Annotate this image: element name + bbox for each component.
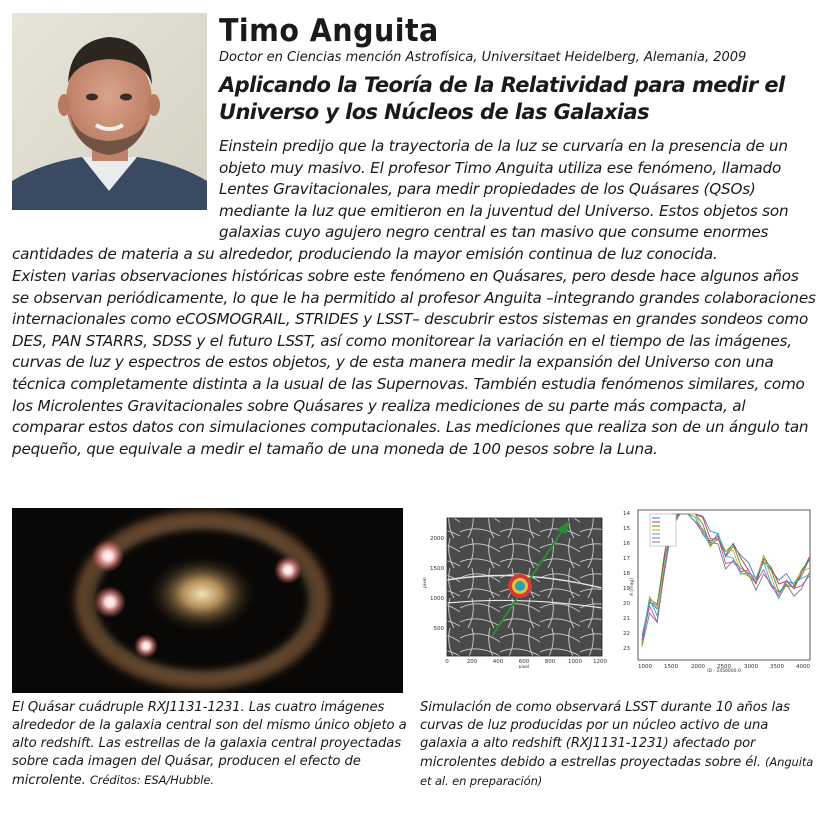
curves-xtick-4: 3000 bbox=[744, 664, 758, 670]
simulation-svg bbox=[420, 508, 615, 668]
article-intro: Einstein predijo que la trayectoria de la luz se curvaría en la presencia de un objeto muy masivo. El profesor Timo Anguita utiliza ese fenómeno, llamado Lentes Gravitacionales, para medir propiedades de los Quásares (QSOs) mediante la luz que emitieron en la juventud del Universo. Estos objetos son galaxias cuyo agujero negro central es tan masivo que consume enormes bbox=[219, 137, 789, 242]
curves-ytick-17: 17 bbox=[623, 556, 630, 562]
curves-xtick-3: 2500 bbox=[717, 664, 731, 670]
sim-ytick-3: 2000 bbox=[430, 536, 444, 542]
sim-xtick-5: 1000 bbox=[568, 659, 582, 665]
article-body: Existen varias observaciones históricas sobre este fenómeno en Quásares, pero desde hace algunos años se observan periódicamente, lo que le ha permitido al profesor Anguita –integrando grandes colaboraciones internacionales como eCOSMOGRAIL, STRIDES y LSST– descubrir estos sistemas en grandes sondeos como DES, PAN STARRS, SDSS y el futuro LSST, así como monitorear la variación en el tiempo de las imágenes, curvas de luz y espectros de estos objetos, y de esta manera medir la expansión del Universo con una técnica completamente distinta a la usual de las Supernovas. También estudia fenómenos similares, como los Microlentes Gravitacionales sobre Quásares y realiza mediciones de su parte más compacta, al comparar estos datos con simulaciones computacionales. Las mediciones que realiza son de un ángulo tan pequeño, que equivale a medir el tamaño de una moneda de 100 pesos sobre la Luna. bbox=[12, 267, 816, 458]
article-intro-continued: cantidades de materia a su alrededor, produciendo la mayor emisión continua de luz conocida. bbox=[12, 245, 718, 263]
article-headline: Aplicando la Teoría de la Relatividad para medir el Universo y los Núcleos de las Galaxias bbox=[219, 73, 785, 124]
curves-xtick-6: 4000 bbox=[796, 664, 810, 670]
quasar-illustration bbox=[12, 508, 403, 693]
sim-ytick-1: 1000 bbox=[430, 596, 444, 602]
curves-ylabel: A [mag] bbox=[630, 577, 635, 596]
curves-ytick-19: 19 bbox=[623, 586, 630, 592]
curves-ytick-14: 14 bbox=[623, 511, 630, 517]
figure-left-credit: Créditos: ESA/Hubble. bbox=[89, 773, 214, 787]
curves-ytick-18: 18 bbox=[623, 571, 630, 577]
sim-xtick-0: 0 bbox=[445, 659, 449, 665]
figure-right-credit: (Anguita et al. en preparación) bbox=[420, 755, 814, 788]
curves-ytick-23: 23 bbox=[623, 646, 630, 652]
sim-ylabel: pixel bbox=[423, 577, 428, 588]
figure-left-caption bbox=[12, 699, 407, 790]
sim-xtick-2: 400 bbox=[492, 659, 504, 665]
curves-xtick-0: 1000 bbox=[638, 664, 652, 670]
curves-ytick-22: 22 bbox=[623, 631, 630, 637]
curves-ytick-21: 21 bbox=[623, 616, 630, 622]
sim-xtick-1: 200 bbox=[466, 659, 478, 665]
curves-xtick-1: 1500 bbox=[664, 664, 678, 670]
quasar-image bbox=[12, 508, 403, 693]
curves-ytick-20: 20 bbox=[623, 601, 630, 607]
simulation-plot bbox=[420, 508, 615, 668]
curves-xtick-5: 3500 bbox=[770, 664, 784, 670]
curves-xtick-2: 2000 bbox=[691, 664, 705, 670]
light-curves-svg bbox=[618, 506, 818, 672]
sim-ytick-2: 1500 bbox=[430, 566, 444, 572]
light-curves-plot bbox=[618, 506, 818, 672]
sim-xtick-6: 1200 bbox=[593, 659, 607, 665]
curves-ytick-16: 16 bbox=[623, 541, 630, 547]
curves-xlabel: JD - 2450000.0 bbox=[707, 669, 741, 672]
sim-xtick-4: 800 bbox=[544, 659, 556, 665]
curves-legend bbox=[650, 514, 676, 546]
sim-xtick-3: 600 bbox=[518, 659, 530, 665]
figure-right-caption-text: Simulación de como observará LSST durante 10 años las curvas de luz producidas por un núcleo activo de una galaxia a alto redshift (RXJ1131-1231) afectado por microlentes debido a estrellas proyectadas sobre él. bbox=[420, 700, 790, 770]
portrait-illustration bbox=[12, 13, 207, 210]
person-degree: Doctor en Ciencias mención Astrofísica, Universitaet Heidelberg, Alemania, 2009 bbox=[219, 50, 747, 65]
figure-left-caption-text: El Quásar cuádruple RXJ1131-1231. Las cuatro imágenes alrededor de la galaxia central son del mismo único objeto a alto redshift. Las estrellas de la galaxia central proyectadas sobre cada imagen del Quásar, producen el efecto de microlente. bbox=[12, 700, 407, 788]
sim-xlabel: pixel bbox=[518, 665, 530, 668]
curves-ytick-15: 15 bbox=[623, 526, 630, 532]
sim-ytick-0: 500 bbox=[433, 626, 444, 632]
figure-right-caption bbox=[420, 699, 818, 791]
person-name: Timo Anguita bbox=[219, 13, 439, 49]
portrait-photo bbox=[12, 13, 207, 210]
